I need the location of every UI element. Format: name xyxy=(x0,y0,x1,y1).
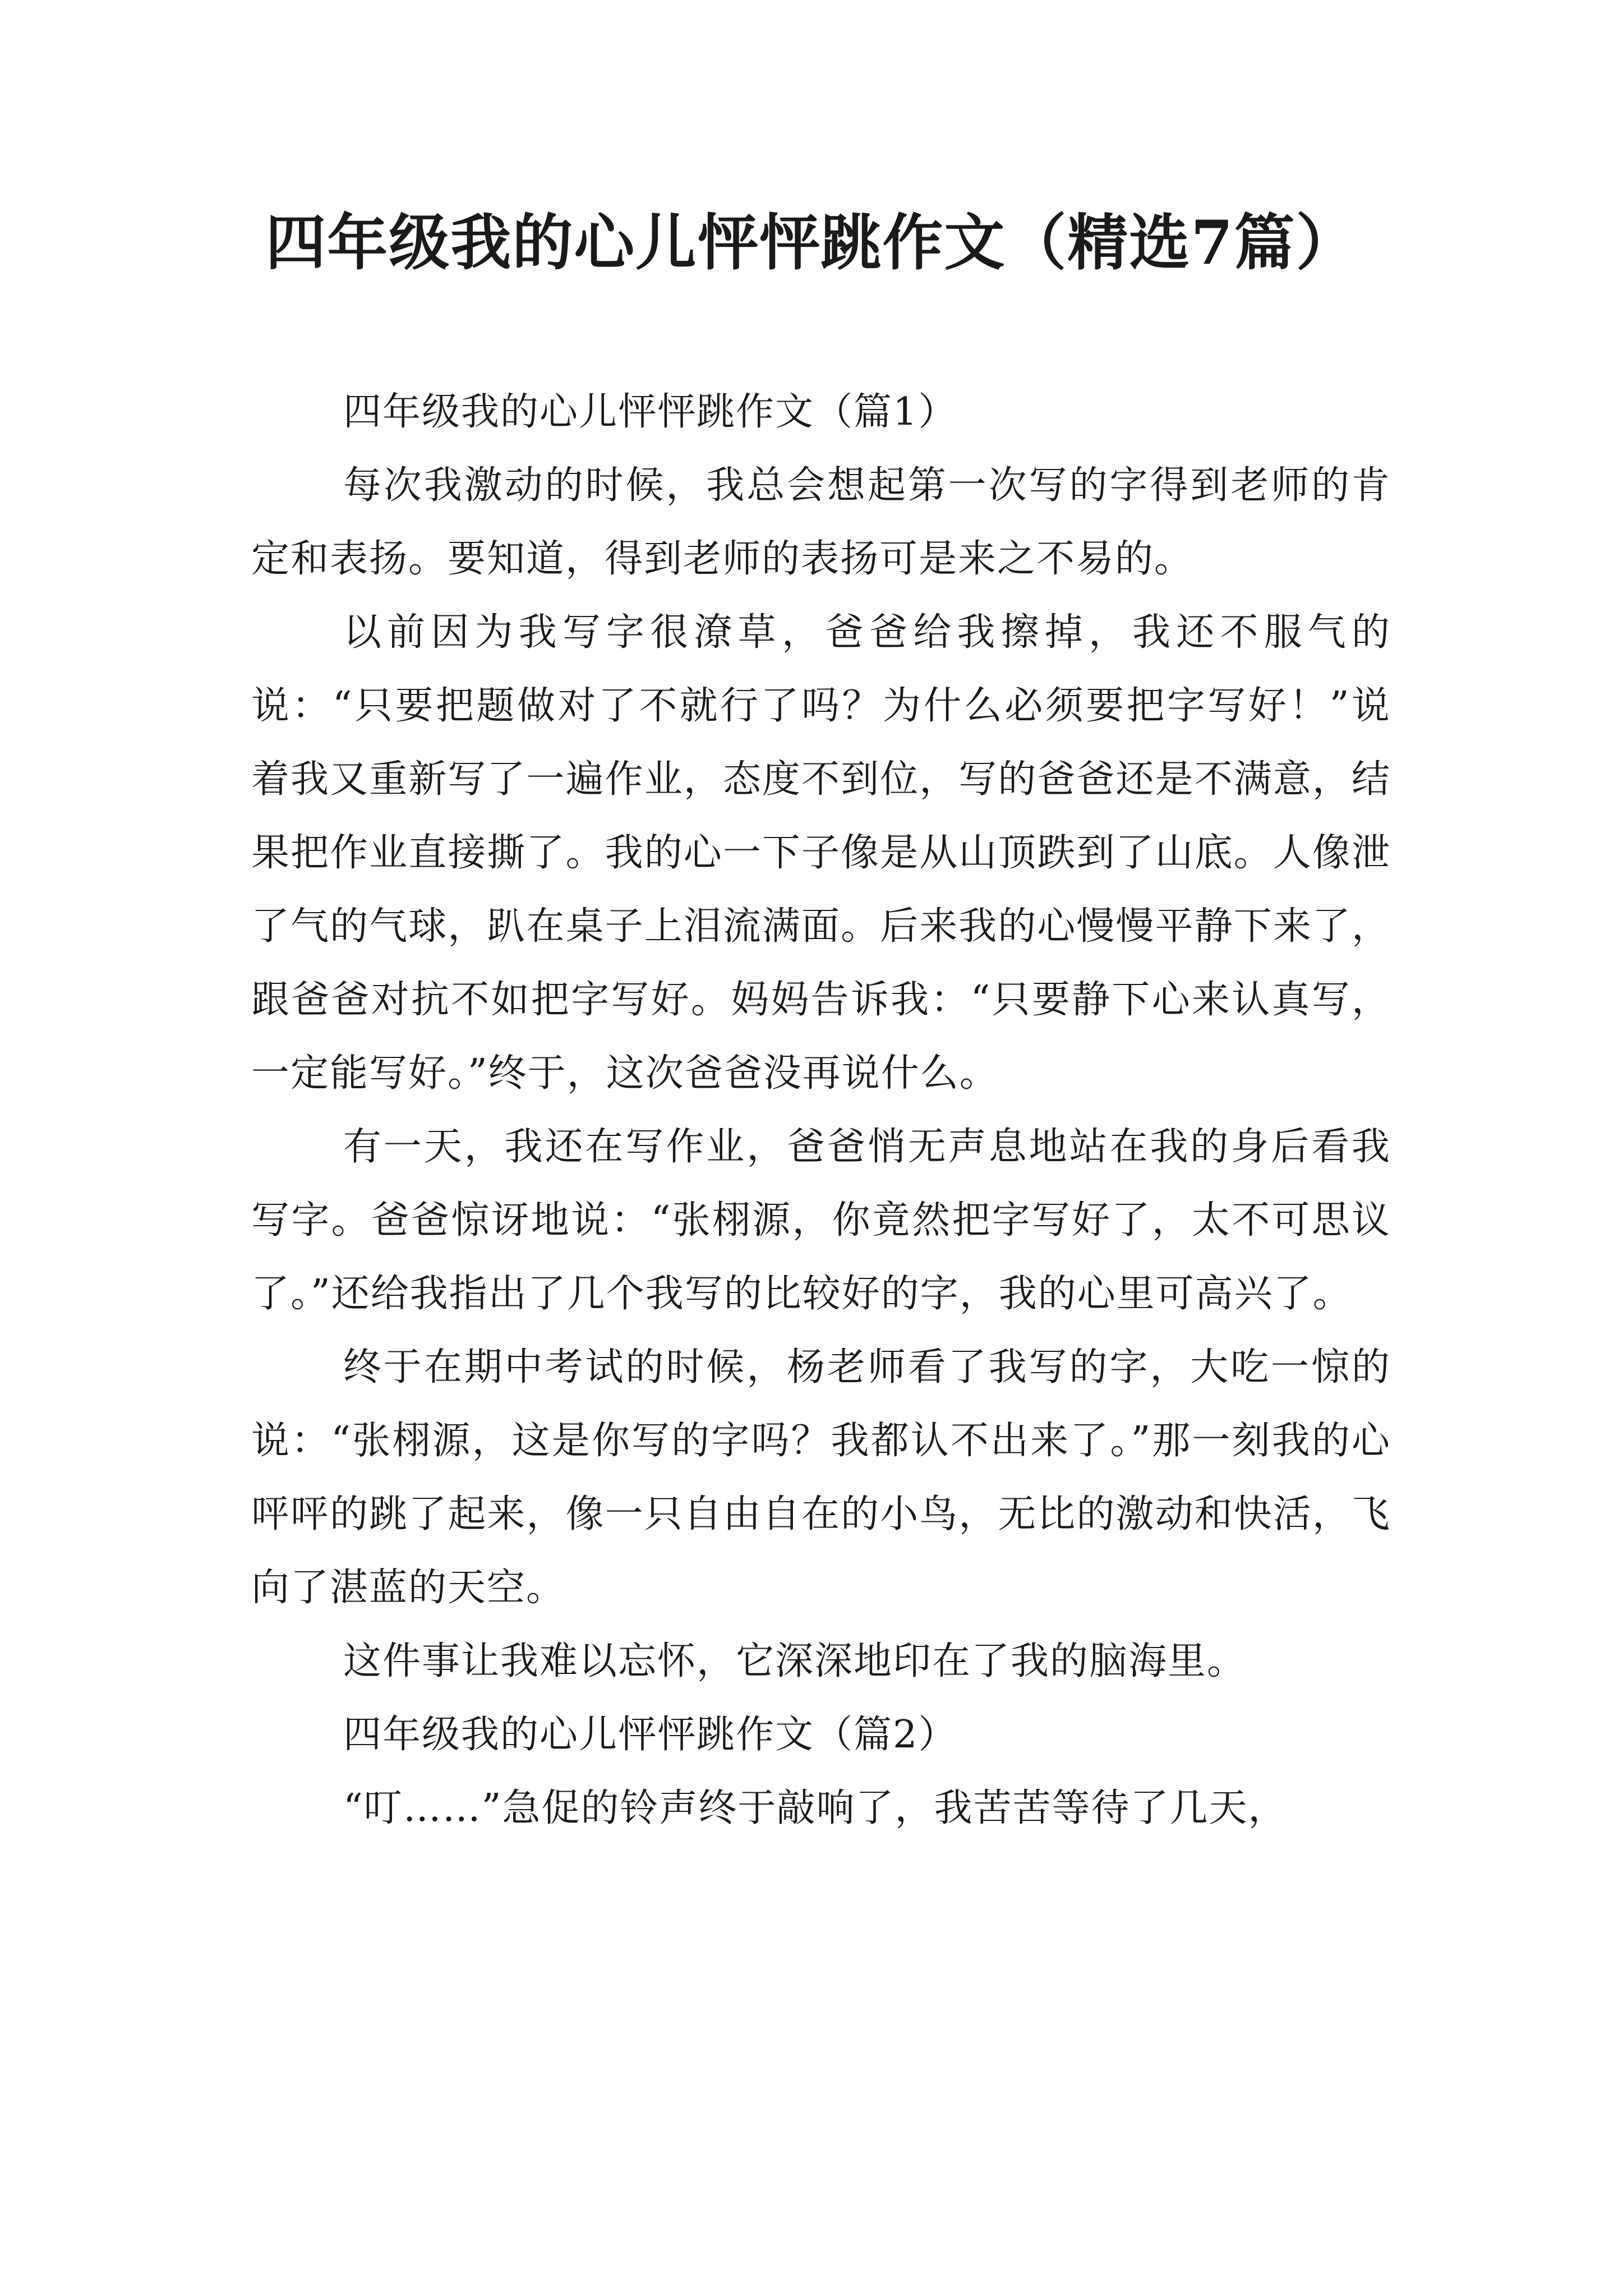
paragraph-2-1: “叮……”急促的铃声终于敲响了，我苦苦等待了几天， xyxy=(343,1786,1288,1830)
section-heading-2: 四年级我的心儿怦怦跳作文（篇2） xyxy=(343,1713,958,1757)
paragraph-1-1: 每次我激动的时候，我总会想起第一次写的字得到老师的肯定和表扬。要知道，得到老师的表扬可是来之不易的。 xyxy=(251,463,1391,581)
document-body xyxy=(251,375,1391,1845)
section-heading-1: 四年级我的心儿怦怦跳作文（篇1） xyxy=(343,390,958,434)
paragraph-1-5: 这件事让我难以忘怀，它深深地印在了我的脑海里。 xyxy=(343,1639,1247,1683)
paragraph-1-3: 有一天，我还在写作业，爸爸悄无声息地站在我的身后看我写字。爸爸惊讶地说：“张栩源，你竟然把字写好了，太不可思议了。”还给我指出了几个我写的比较好的字，我的心里可高兴了。 xyxy=(251,1125,1391,1316)
paragraph-1-4: 终于在期中考试的时候，杨老师看了我写的字，大吃一惊的说：“张栩源，这是你写的字吗？我都认不出来了。”那一刻我的心呯呯的跳了起来，像一只自由自在的小鸟，无比的激动和快活，飞向了湛蓝的天空。 xyxy=(251,1345,1391,1610)
paragraph-1-2: 以前因为我写字很潦草，爸爸给我擦掉，我还不服气的说：“只要把题做对了不就行了吗？为什么必须要把字写好！”说着我又重新写了一遍作业，态度不到位，写的爸爸还是不满意，结果把作业直接撕了。我的心一下子像是从山顶跌到了山底。人像泄了气的气球，趴在桌子上泪流满面。后来我的心慢慢平静下来了，跟爸爸对抗不如把字写好。妈妈告诉我：“只要静下心来认真写，一定能写好。”终于，这次爸爸没再说什么。 xyxy=(251,610,1391,1096)
document-title: 四年级我的心儿怦怦跳作文（精选7篇） xyxy=(265,208,1358,278)
